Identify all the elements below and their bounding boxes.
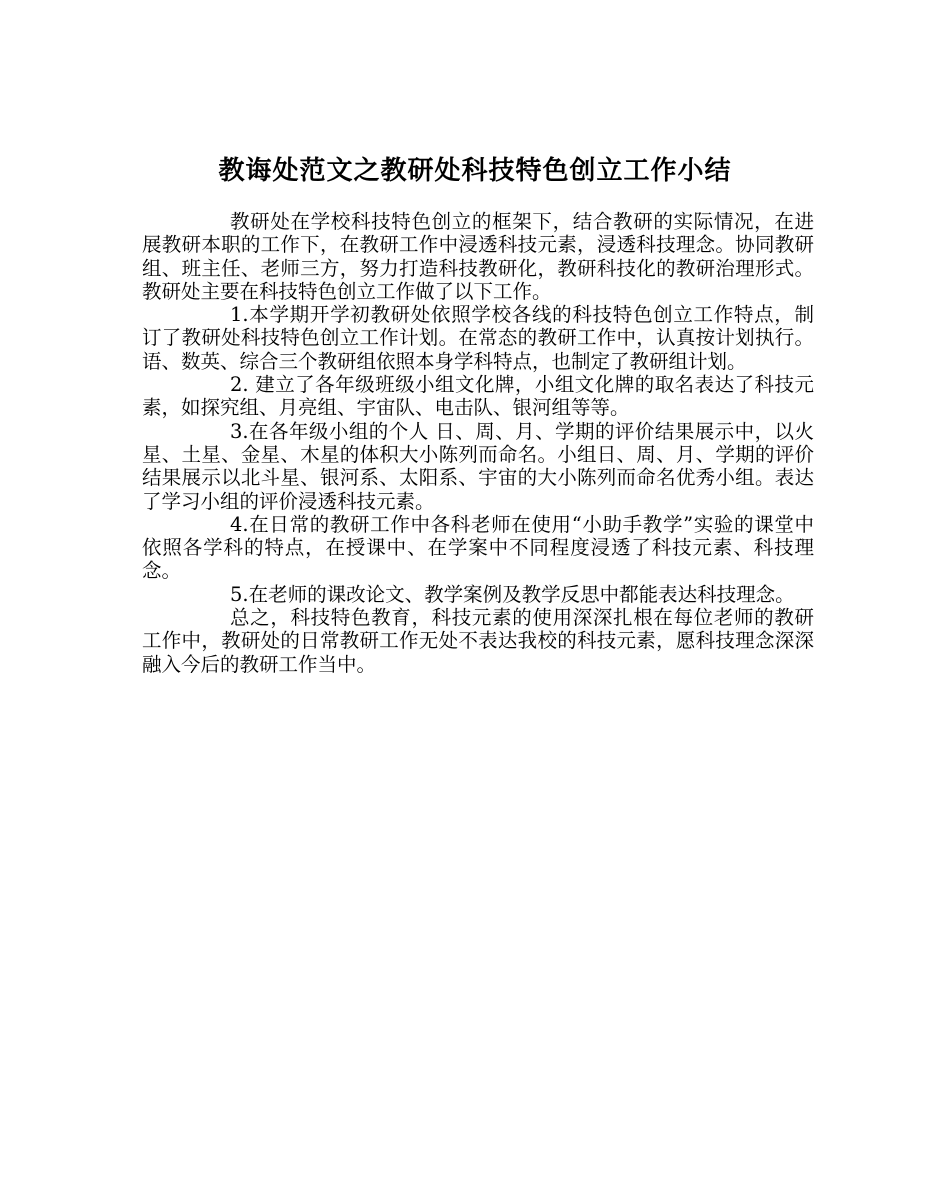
paragraph-item-1: 1.本学期开学初教研处依照学校各线的科技特色创立工作特点，制订了教研处科技特色创立工作计划。在常态的教研工作中，认真按计划执行。语、数英、综合三个教研组依照本身学科特点，也制定了教研组计划。	[142, 303, 814, 373]
document-body	[142, 210, 814, 676]
paragraph-conclusion: 总之，科技特色教育，科技元素的使用深深扎根在每位老师的教研工作中，教研处的日常教研工作无处不表达我校的科技元素，愿科技理念深深融入今后的教研工作当中。	[142, 606, 814, 676]
paragraph-item-3: 3.在各年级小组的个人 日、周、月、学期的评价结果展示中，以火星、土星、金星、木星的体积大小陈列而命名。小组日、周、月、学期的评价结果展示以北斗星、银河系、太阳系、宇宙的大小陈列而命名优秀小组。表达了学习小组的评价浸透科技元素。	[142, 419, 814, 513]
paragraph-item-4: 4.在日常的教研工作中各科老师在使用“小助手教学”实验的课堂中依照各学科的特点，在授课中、在学案中不同程度浸透了科技元素、科技理念。	[142, 512, 814, 583]
paragraph-item-5: 5.在老师的课改论文、教学案例及教学反思中都能表达科技理念。	[230, 582, 795, 606]
document-title: 教诲处范文之教研处科技特色创立工作小结	[218, 156, 732, 187]
paragraph-intro: 教研处在学校科技特色创立的框架下，结合教研的实际情况，在进展教研本职的工作下，在教研工作中浸透科技元素，浸透科技理念。协同教研组、班主任、老师三方，努力打造科技教研化，教研科技化的教研治理形式。教研处主要在科技特色创立工作做了以下工作。	[142, 210, 814, 303]
paragraph-item-2: 2. 建立了各年级班级小组文化牌，小组文化牌的取名表达了科技元素，如探究组、月亮组、宇宙队、电击队、银河组等等。	[142, 373, 814, 420]
